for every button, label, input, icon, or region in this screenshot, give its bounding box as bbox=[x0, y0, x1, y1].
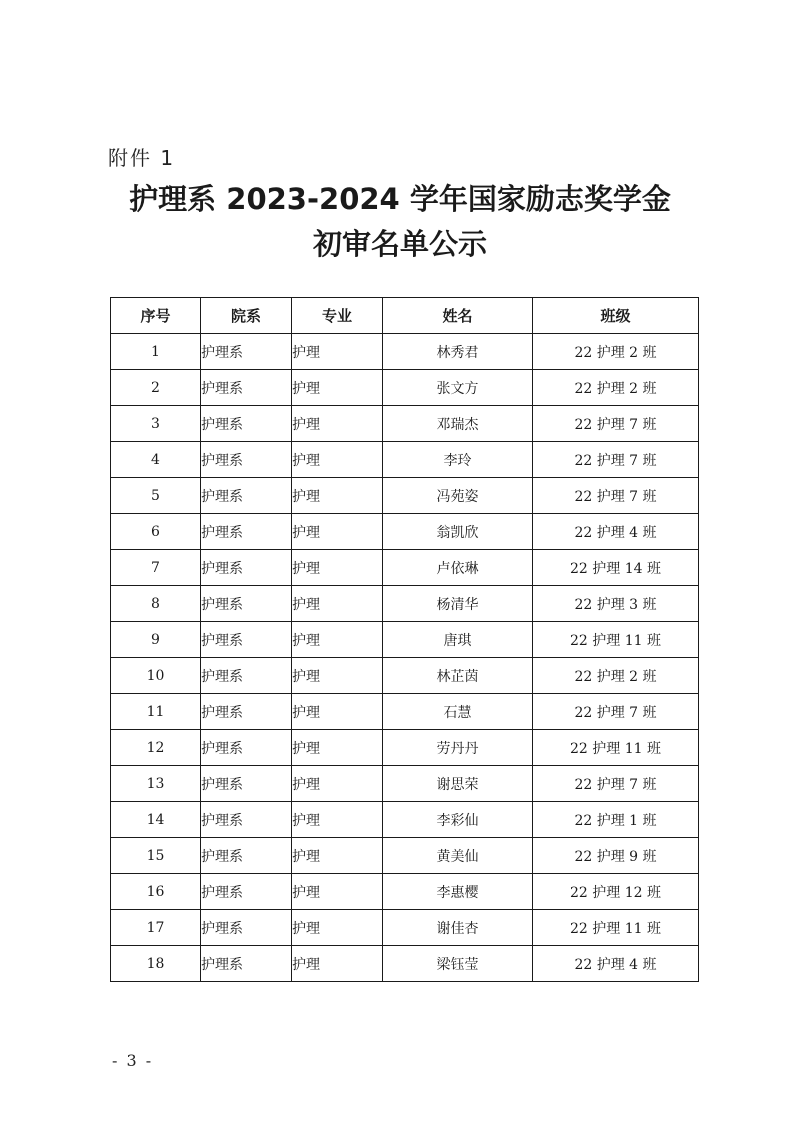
cell-class: 22 护理 7 班 bbox=[533, 478, 699, 514]
cell-index: 2 bbox=[111, 370, 201, 406]
cell-class: 22 护理 2 班 bbox=[533, 658, 699, 694]
cell-name: 李玲 bbox=[383, 442, 533, 478]
cell-department: 护理系 bbox=[201, 838, 292, 874]
cell-index: 11 bbox=[111, 694, 201, 730]
cell-department: 护理系 bbox=[201, 622, 292, 658]
table-row bbox=[111, 874, 699, 910]
header-major: 专业 bbox=[292, 298, 383, 334]
table-row bbox=[111, 442, 699, 478]
cell-name: 林芷茵 bbox=[383, 658, 533, 694]
table-row bbox=[111, 514, 699, 550]
table-row bbox=[111, 622, 699, 658]
cell-major: 护理 bbox=[292, 802, 383, 838]
header-index: 序号 bbox=[111, 298, 201, 334]
cell-major: 护理 bbox=[292, 874, 383, 910]
cell-name: 谢佳杏 bbox=[383, 910, 533, 946]
cell-major: 护理 bbox=[292, 478, 383, 514]
cell-class: 22 护理 7 班 bbox=[533, 406, 699, 442]
cell-major: 护理 bbox=[292, 334, 383, 370]
table-row bbox=[111, 658, 699, 694]
table-row bbox=[111, 694, 699, 730]
cell-department: 护理系 bbox=[201, 370, 292, 406]
cell-major: 护理 bbox=[292, 586, 383, 622]
cell-major: 护理 bbox=[292, 514, 383, 550]
cell-class: 22 护理 7 班 bbox=[533, 694, 699, 730]
cell-department: 护理系 bbox=[201, 694, 292, 730]
cell-index: 6 bbox=[111, 514, 201, 550]
cell-name: 邓瑞杰 bbox=[383, 406, 533, 442]
page-number: - 3 - bbox=[112, 1051, 154, 1070]
table-row bbox=[111, 802, 699, 838]
cell-department: 护理系 bbox=[201, 802, 292, 838]
cell-name: 黄美仙 bbox=[383, 838, 533, 874]
cell-department: 护理系 bbox=[201, 334, 292, 370]
cell-major: 护理 bbox=[292, 658, 383, 694]
cell-department: 护理系 bbox=[201, 766, 292, 802]
cell-major: 护理 bbox=[292, 838, 383, 874]
cell-name: 李彩仙 bbox=[383, 802, 533, 838]
table-row bbox=[111, 838, 699, 874]
cell-department: 护理系 bbox=[201, 514, 292, 550]
cell-index: 14 bbox=[111, 802, 201, 838]
cell-index: 1 bbox=[111, 334, 201, 370]
table-header-row bbox=[111, 298, 699, 334]
cell-department: 护理系 bbox=[201, 406, 292, 442]
table-row bbox=[111, 766, 699, 802]
page-title-line2: 初审名单公示 bbox=[312, 227, 487, 261]
attachment-label: 附件 1 bbox=[108, 146, 176, 170]
cell-class: 22 护理 9 班 bbox=[533, 838, 699, 874]
cell-index: 7 bbox=[111, 550, 201, 586]
cell-department: 护理系 bbox=[201, 550, 292, 586]
cell-department: 护理系 bbox=[201, 874, 292, 910]
table-row bbox=[111, 406, 699, 442]
cell-name: 翁凯欣 bbox=[383, 514, 533, 550]
cell-name: 李惠樱 bbox=[383, 874, 533, 910]
cell-index: 5 bbox=[111, 478, 201, 514]
cell-class: 22 护理 3 班 bbox=[533, 586, 699, 622]
cell-major: 护理 bbox=[292, 442, 383, 478]
cell-department: 护理系 bbox=[201, 478, 292, 514]
cell-name: 梁钰莹 bbox=[383, 946, 533, 982]
table-row bbox=[111, 334, 699, 370]
cell-department: 护理系 bbox=[201, 946, 292, 982]
cell-index: 10 bbox=[111, 658, 201, 694]
cell-department: 护理系 bbox=[201, 442, 292, 478]
cell-major: 护理 bbox=[292, 406, 383, 442]
cell-class: 22 护理 11 班 bbox=[533, 622, 699, 658]
cell-index: 12 bbox=[111, 730, 201, 766]
cell-class: 22 护理 14 班 bbox=[533, 550, 699, 586]
cell-index: 9 bbox=[111, 622, 201, 658]
scholarship-roster-table bbox=[110, 297, 699, 982]
table-row bbox=[111, 730, 699, 766]
cell-class: 22 护理 11 班 bbox=[533, 730, 699, 766]
cell-index: 8 bbox=[111, 586, 201, 622]
cell-major: 护理 bbox=[292, 730, 383, 766]
cell-class: 22 护理 12 班 bbox=[533, 874, 699, 910]
table-row bbox=[111, 946, 699, 982]
cell-class: 22 护理 4 班 bbox=[533, 514, 699, 550]
cell-index: 3 bbox=[111, 406, 201, 442]
header-department: 院系 bbox=[201, 298, 292, 334]
cell-major: 护理 bbox=[292, 766, 383, 802]
cell-class: 22 护理 11 班 bbox=[533, 910, 699, 946]
cell-name: 谢思荣 bbox=[383, 766, 533, 802]
cell-class: 22 护理 7 班 bbox=[533, 442, 699, 478]
table-row bbox=[111, 550, 699, 586]
cell-name: 劳丹丹 bbox=[383, 730, 533, 766]
cell-name: 张文方 bbox=[383, 370, 533, 406]
cell-index: 4 bbox=[111, 442, 201, 478]
cell-class: 22 护理 1 班 bbox=[533, 802, 699, 838]
cell-class: 22 护理 7 班 bbox=[533, 766, 699, 802]
cell-department: 护理系 bbox=[201, 730, 292, 766]
cell-name: 唐琪 bbox=[383, 622, 533, 658]
cell-class: 22 护理 2 班 bbox=[533, 370, 699, 406]
cell-major: 护理 bbox=[292, 694, 383, 730]
cell-name: 卢依琳 bbox=[383, 550, 533, 586]
cell-department: 护理系 bbox=[201, 658, 292, 694]
page-title-line1: 护理系 2023-2024 学年国家励志奖学金 bbox=[129, 182, 671, 216]
cell-major: 护理 bbox=[292, 622, 383, 658]
cell-index: 16 bbox=[111, 874, 201, 910]
cell-name: 石慧 bbox=[383, 694, 533, 730]
cell-index: 18 bbox=[111, 946, 201, 982]
table-row bbox=[111, 370, 699, 406]
header-name: 姓名 bbox=[383, 298, 533, 334]
cell-index: 15 bbox=[111, 838, 201, 874]
cell-name: 林秀君 bbox=[383, 334, 533, 370]
cell-major: 护理 bbox=[292, 946, 383, 982]
table-row bbox=[111, 910, 699, 946]
table-row bbox=[111, 478, 699, 514]
cell-name: 冯苑姿 bbox=[383, 478, 533, 514]
header-class: 班级 bbox=[533, 298, 699, 334]
cell-class: 22 护理 2 班 bbox=[533, 334, 699, 370]
cell-index: 13 bbox=[111, 766, 201, 802]
cell-major: 护理 bbox=[292, 370, 383, 406]
table-body bbox=[111, 334, 699, 982]
cell-class: 22 护理 4 班 bbox=[533, 946, 699, 982]
cell-major: 护理 bbox=[292, 910, 383, 946]
cell-index: 17 bbox=[111, 910, 201, 946]
table-row bbox=[111, 586, 699, 622]
cell-department: 护理系 bbox=[201, 910, 292, 946]
cell-name: 杨清华 bbox=[383, 586, 533, 622]
cell-major: 护理 bbox=[292, 550, 383, 586]
cell-department: 护理系 bbox=[201, 586, 292, 622]
